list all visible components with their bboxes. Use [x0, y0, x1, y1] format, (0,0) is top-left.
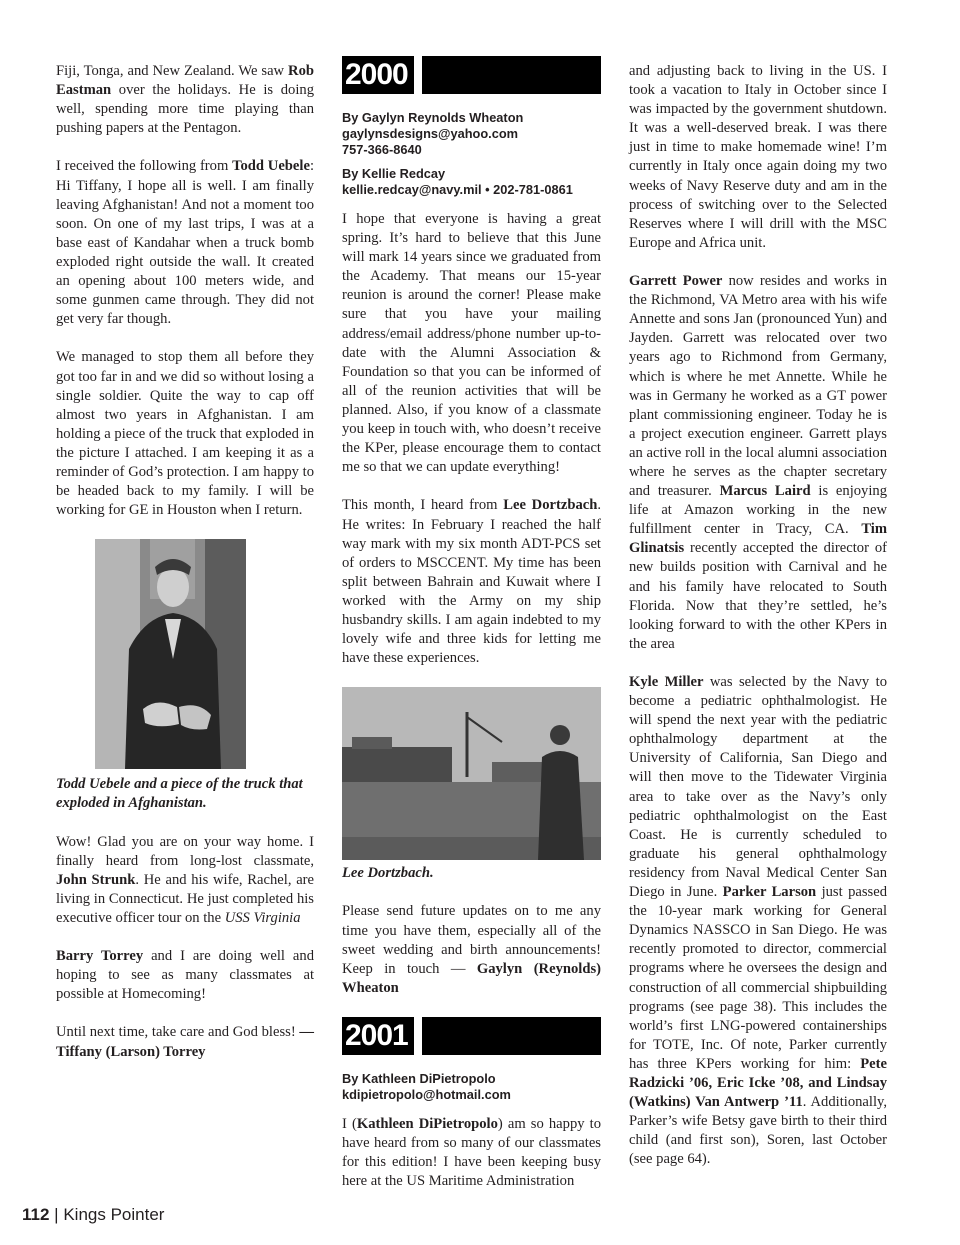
correspondent-contact: By Kellie Redcay kellie.redcay@navy.mil • 202-781-0861	[342, 166, 601, 198]
email-link[interactable]: kellie.redcay@navy.mil • 202-781-0861	[342, 182, 573, 197]
paragraph: We managed to stop them all before they got too far in and we did so without losing a single soldier. Quite the way to cap off almost two years in Afghanistan. I am holding a piece of the truck that exploded in the picture I attached. I am keeping it as a reminder of God’s protection. I am happy to be headed back to my family. I will be working for GE in Houston when I return.	[56, 349, 314, 519]
paragraph: I (Kathleen DiPietropolo) am so happy to have heard from so many of our classmates for this edition! I have been keeping busy here at the US Maritime Administration	[342, 1116, 602, 1190]
paragraph: Wow! Glad you are on your way home. I finally heard from long-lost classmate, John Strunk. He and his wife, Rachel, are living in Connecticut. He just completed his executive officer tour on the USS Virginia	[56, 833, 315, 926]
classmate-name: Rob Eastman	[56, 63, 314, 99]
correspondent-contact: By Gaylyn Reynolds Wheaton gaylynsdesigns@yahoo.com 757-366-8640	[342, 110, 601, 158]
photo-todd-uebele	[95, 539, 246, 769]
classmate-name: Pete Radzicki ’06, Eric Icke ’08, and Lindsay (Watkins) Van Antwerp ’11	[629, 1055, 887, 1111]
photo-image	[342, 687, 601, 860]
photo-caption: Todd Uebele and a piece of the truck that exploded in Afghanistan.	[56, 776, 303, 812]
paragraph: Please send future updates on to me any time you have them, especially all of the sweet wedding and birth announcements! Keep in touch — Gaylyn (Reynolds) Wheaton	[342, 903, 601, 996]
classmate-name: Lee Dortzbach	[503, 497, 598, 514]
photo-lee-dortzbach	[342, 687, 601, 860]
publication-name: Kings Pointer	[63, 1205, 165, 1224]
class-year: 2001	[342, 1017, 414, 1055]
photo-caption: Lee Dortzbach.	[342, 865, 434, 882]
classmate-name: Tim Glinatsis	[629, 521, 887, 557]
email-link[interactable]: kdipietropolo@hotmail.com	[342, 1087, 511, 1102]
page-number: 112	[22, 1205, 50, 1224]
footer-separator: |	[54, 1205, 59, 1224]
signature: — Tiffany (Larson) Torrey	[56, 1024, 314, 1060]
classmate-name: Garrett Power	[629, 273, 723, 290]
email-link[interactable]: gaylynsdesigns@yahoo.com	[342, 126, 519, 141]
classmate-name: Kathleen DiPietropolo	[356, 1116, 498, 1132]
signature: Gaylyn (Reynolds) Wheaton	[342, 960, 601, 996]
page-footer	[22, 1205, 164, 1225]
paragraph: Barry Torrey and I are doing well and hoping to see as many classmates at possible at Homecoming!	[56, 948, 314, 1003]
column-2	[342, 58, 602, 1210]
paragraph: Until next time, take care and God bless! — Tiffany (Larson) Torrey	[56, 1024, 314, 1060]
paragraph: This month, I heard from Lee Dortzbach. He writes: In February I reached the half way mark with my six month ADT-PCS set of orders to MSCCENT. My time has been split between Bahrain and Kuwait where I worked with the Army on my ship husbandry skills. I am again indebted to my lovely wife and three kids for letting me have these experiences.	[342, 497, 601, 667]
paragraph: I hope that everyone is having a great spring. It’s hard to believe that this June will mark 14 years since we graduated from the Academy. That means our 15-year reunion is around the corner! Please make sure that you have your mailing address/email address/phone number up-to-date with the Alumni Association & Foundation so that you can be informed of all of the reunion activities that will be planned. Also, if you know of a classmate you keep in touch with, who doesn’t receive the KPer, please encourage them to contact me so that we can update everything!	[342, 211, 601, 476]
classmate-name: Kyle Miller	[629, 674, 704, 690]
paragraph: I received the following from Todd Uebele: Hi Tiffany, I hope all is well. I am finally leaving Afghanistan! And not a moment too soon. On one of my last trips, I was at a base east of Kandahar when a truck bomb exploded right outside the wall. It created an opening about 100 meters wide, and some gunmen came through. They did not get very far though.	[56, 158, 314, 328]
paragraph: Fiji, Tonga, and New Zealand. We saw Rob Eastman over the holidays. He is doing well, spending more time playing than pushing papers at the Pentagon.	[56, 63, 314, 137]
classmate-name: John Strunk	[56, 871, 136, 888]
paragraph: and adjusting back to living in the US. I took a vacation to Italy in October since I was impacted by the government shutdown. It was a well-deserved break. I was there just in time to make homemade wine! I’m currently in Italy once again doing my two weeks of Navy Reserve duty and am in the process of switching over to the Selected Reserves where I will drill with the MSC Europe and Africa unit.	[629, 63, 887, 251]
class-year-header-2001	[342, 1017, 601, 1055]
classmate-name: Parker Larson	[722, 884, 817, 901]
paragraph: Kyle Miller was selected by the Navy to become a pediatric ophthalmologist. He will spend the next year with the pediatric ophthalmology department at the University of California, San Diego and will then move to the Tidewater Virginia area to take over as the Navy’s only pediatric ophthalmologist on the East Coast. He is currently scheduled to graduate his general ophthalmology residency from Naval Medical Center San Diego in June. Parker Larson just passed the 10-year mark working for General Dynamics NASSCO in San Diego. He was recently promoted to director, commercial programs where he oversees the design and construction of all commercial shipbuilding programs (see page 38). This includes the world’s first LNG-powered containerships for TOTE, Inc. Of note, Parker currently has three KPers working for him: Pete Radzicki ’06, Eric Icke ’08, and Lindsay (Watkins) Van Antwerp ’11. Additionally, Parker’s wife Betsy gave birth to their third child (and first son), Soren, last October (see page 64).	[629, 674, 887, 1168]
ship-name: USS Virginia	[224, 909, 301, 926]
class-year: 2000	[342, 56, 414, 94]
photo-image	[95, 539, 246, 769]
paragraph: Garrett Power now resides and works in the Richmond, VA Metro area with his wife Annette and sons Jan (pronounced Yun) and Jayden. Garrett was relocated over two years ago to Richmond from Germany, which is where he met Annette. While he was in Germany he worked as a GT power plant commissioning engineer. Today he is a project execution engineer. Garrett plays an active roll in the local alumni association where he serves as the chapter secretary and treasurer. Marcus Laird is enjoying life at Amazon working in the new fulfillment center in Tracy, CA. Tim Glinatsis recently accepted the director of new builds position with Carnival and he and his family have relocated to South Florida. Now that they’re settled, he’s looking forward to with the other KPers in the area	[629, 273, 888, 652]
column-3	[629, 62, 887, 1189]
classmate-name: Barry Torrey	[56, 948, 144, 965]
column-1	[56, 62, 314, 1081]
classmate-name: Todd Uebele	[232, 158, 310, 175]
class-year-header-2000	[342, 56, 601, 94]
correspondent-contact: By Kathleen DiPietropolo kdipietropolo@hotmail.com	[342, 1071, 601, 1103]
classmate-name: Marcus Laird	[719, 483, 811, 500]
